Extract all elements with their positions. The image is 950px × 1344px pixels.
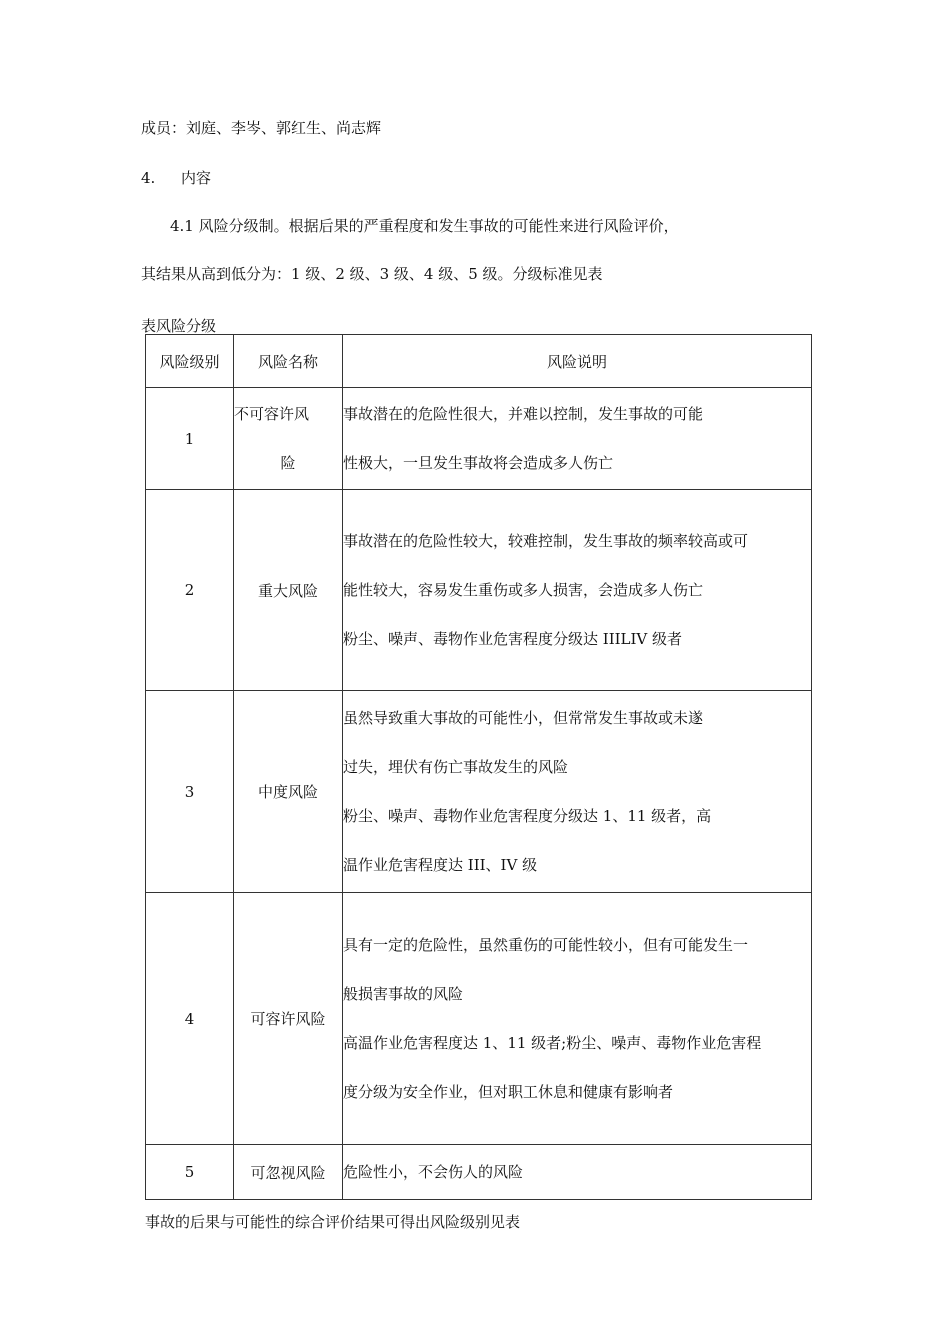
risk-description [343,490,812,691]
risk-level: 2 [146,490,234,691]
description-line: 过失，埋伏有伤亡事故发生的风险 [343,757,569,776]
section-number: 4. [141,169,156,187]
risk-level: 3 [146,691,234,893]
risk-description [343,1145,812,1200]
risk-level: 1 [146,388,234,490]
risk-name-line: 险 [280,453,296,472]
description-line: 事故潜在的危险性很大，并难以控制，发生事故的可能 [343,404,704,423]
header-description: 风险说明 [343,335,812,388]
risk-name [234,388,343,490]
risk-level: 4 [146,893,234,1145]
table-caption: 表风险分级 [141,317,217,335]
table-row [146,490,812,691]
description-line: 具有一定的危险性，虽然重伤的可能性较小，但有可能发生一 [343,935,749,954]
paragraph-line-1: 4.1 风险分级制。根据后果的严重程度和发生事故的可能性来进行风险评价， [170,217,679,235]
description-line: 性极大，一旦发生事故将会造成多人伤亡 [343,453,614,472]
description-line: 粉尘、噪声、毒物作业危害程度分级达 1、11 级者，高 [343,806,712,825]
table-row [146,1145,812,1200]
header-level: 风险级别 [146,335,234,388]
description-line: 粉尘、噪声、毒物作业危害程度分级达 IIILIV 级者 [343,629,683,648]
description-line: 能性较大，容易发生重伤或多人损害，会造成多人伤亡 [343,580,704,599]
risk-description [343,691,812,893]
members-line: 成员：刘庭、李岑、郭红生、尚志辉 [141,119,382,137]
description-line: 高温作业危害程度达 1、11 级者;粉尘、噪声、毒物作业危害程 [343,1033,762,1052]
risk-name: 可容许风险 [234,893,343,1145]
description-line: 危险性小，不会伤人的风险 [343,1162,524,1181]
table-row [146,691,812,893]
description-line: 温作业危害程度达 III、IV 级 [343,855,538,874]
description-line: 度分级为安全作业，但对职工休息和健康有影响者 [343,1082,674,1101]
risk-description [343,893,812,1145]
risk-description [343,388,812,490]
header-name: 风险名称 [234,335,343,388]
risk-level-table [145,334,812,1200]
table-row [146,893,812,1145]
description-line: 虽然导致重大事故的可能性小，但常常发生事故或未遂 [343,708,704,727]
risk-name-line: 不可容许风 [234,404,310,423]
table-header-row [146,335,812,388]
table-row [146,388,812,490]
description-line: 事故潜在的危险性较大，较难控制，发生事故的频率较高或可 [343,531,749,550]
description-line: 般损害事故的风险 [343,984,464,1003]
risk-name: 中度风险 [234,691,343,893]
risk-level: 5 [146,1145,234,1200]
risk-name: 可忽视风险 [234,1145,343,1200]
section-title: 内容 [181,169,212,187]
footer-text: 事故的后果与可能性的综合评价结果可得出风险级别见表 [145,1213,521,1231]
risk-name: 重大风险 [234,490,343,691]
paragraph-line-2: 其结果从高到低分为：1 级、2 级、3 级、4 级、5 级。分级标准见表 [141,265,603,283]
